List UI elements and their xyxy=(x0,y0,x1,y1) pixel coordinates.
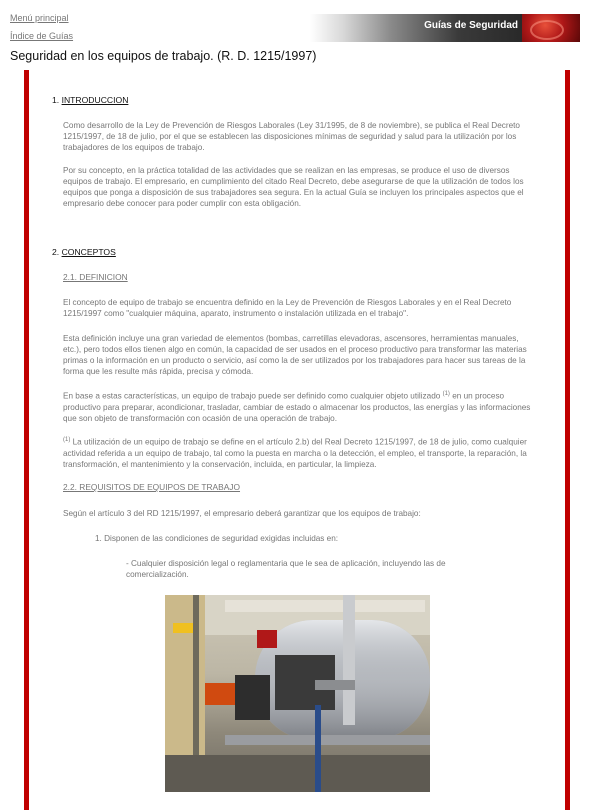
section-number: 1. xyxy=(52,95,60,105)
footnote-ref: (1) xyxy=(442,391,450,397)
paragraph-text: en un proceso productivo para preparar, acondicionar, trasladar, cambiar de estado o almacenar los productos, las energías y las informaciones que son objeto de transformación con ocasión de una operación de trabajo. xyxy=(63,391,531,423)
definicion-paragraph-1: El concepto de equipo de trabajo se encuentra definido en la Ley de Prevención de Riesgos Laborales y en el Real Decreto 1215/1997 como "cualquier máquina, aparato, instrumento o instalación utilizada en el trabajo". xyxy=(63,298,512,318)
equipment-photo xyxy=(165,595,430,792)
banner-title: Guías de Seguridad xyxy=(424,20,518,31)
introduccion-link[interactable]: INTRODUCCION xyxy=(61,95,129,105)
footnote-text: La utilización de un equipo de trabajo se define en el artículo 2.b) del Real Decreto 1215/1997, de 18 de julio, como cualquier actividad referida a un equipo de trabajo, tal como la puesta en marcha o la detección, el empleo, el transporte, la reparación, la transformación, el mantenimiento y la conservación, incluida, en particular, la limpieza. xyxy=(63,437,527,469)
requisitos-bullet-1: - Cualquier disposición legal o reglamentaria que le sea de aplicación, incluyendo las de comercialización. xyxy=(126,559,446,579)
menu-principal-link[interactable]: Menú principal xyxy=(10,13,69,23)
footnote-ref: (1) xyxy=(63,437,71,443)
conceptos-link[interactable]: CONCEPTOS xyxy=(61,247,116,257)
section-conceptos-heading xyxy=(52,247,116,257)
definicion-paragraph-3 xyxy=(63,389,533,424)
definicion-link[interactable]: 2.1. DEFINICION xyxy=(63,272,128,282)
section-introduccion-heading xyxy=(52,95,128,105)
footnote-paragraph xyxy=(63,435,533,470)
banner-image xyxy=(522,14,580,42)
definicion-paragraph-2: Esta definición incluye una gran variedad de elementos (bombas, carretillas elevadoras, ascensores, herramientas manuales, etc.), pero todos ellos tienen algo en común, la capacidad de ser usados en el proceso productivo para transformar las materias primas o la información en un producto o servicio, así como la de ser utilizados por los trabajadores para hacer sus tareas de la forma que les resulte más rápida, precisa y cómoda. xyxy=(63,334,527,376)
paragraph-text: En base a estas características, un equipo de trabajo puede ser definido como cualquier objeto utilizado xyxy=(63,391,443,401)
section-number: 2. xyxy=(52,247,60,257)
boiler-illustration xyxy=(165,595,430,792)
left-red-rule xyxy=(24,70,29,810)
requisitos-link[interactable]: 2.2. REQUISITOS DE EQUIPOS DE TRABAJO xyxy=(63,482,241,492)
requisitos-paragraph-1: Según el artículo 3 del RD 1215/1997, el empresario deberá garantizar que los equipos de trabajo: xyxy=(63,509,421,518)
requisitos-item-1: 1. Disponen de las condiciones de seguridad exigidas incluidas en: xyxy=(95,534,339,543)
intro-paragraph-2: Por su concepto, en la práctica totalidad de las actividades que se realizan en las empresas, se produce el uso de diversos equipos de trabajo. El empresario, en cumplimiento del citado Real Decreto, debe asegurarse de que la utilización de todos los equipos que ponga a disposición de sus trabajadores sea segura. En la actual Guía se incluyen los principales aspectos que el empresario debe conocer para poder cumplir con esta obligación. xyxy=(63,166,524,208)
page-title: Seguridad en los equipos de trabajo. (R. D. 1215/1997) xyxy=(10,49,317,63)
guias-seguridad-banner xyxy=(310,14,580,42)
intro-paragraph-1: Como desarrollo de la Ley de Prevención de Riesgos Laborales (Ley 31/1995, de 8 de noviembre), se publica el Real Decreto 1215/1997, de 18 de julio, por el que se establecen las disposiciones mínimas de seguridad y salud para la utilización por los trabajadores de los equipos de trabajo. xyxy=(63,121,520,152)
indice-guias-link[interactable]: Índice de Guías xyxy=(10,31,74,41)
right-red-rule xyxy=(565,70,570,810)
